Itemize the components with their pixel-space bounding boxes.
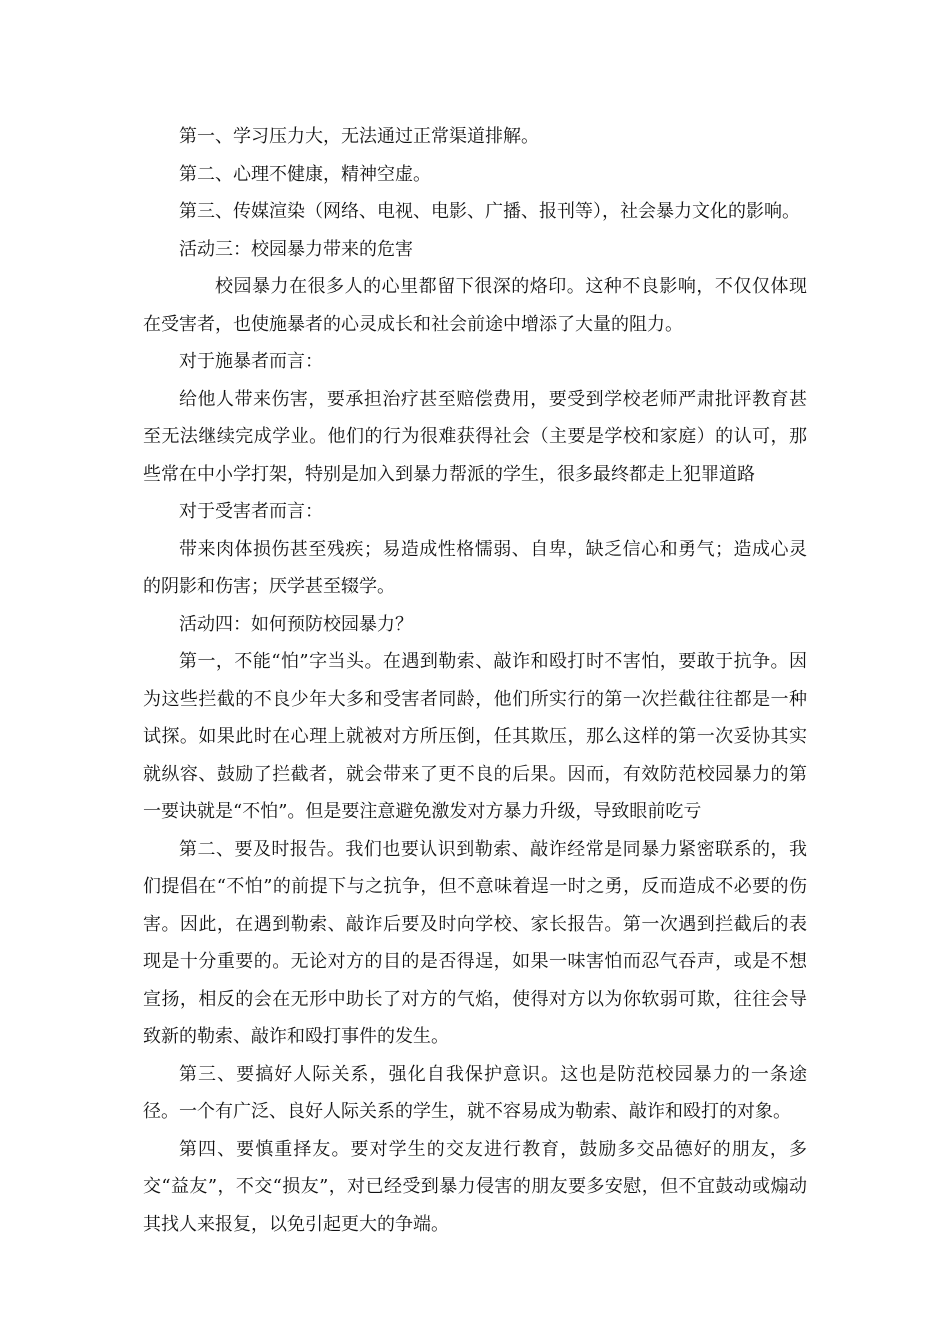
paragraph-harm-intro: 校园暴力在很多人的心里都留下很深的烙印。这种不良影响，不仅仅体现在受害者，也使施暴者的心灵成长和社会前途中增添了大量的阻力。 bbox=[143, 276, 807, 335]
paragraph-perpetrators: 给他人带来伤害，要承担治疗甚至赔偿费用，要受到学校老师严肃批评教育甚至无法继续完成学业。他们的行为很难获得社会（主要是学校和家庭）的认可，那些常在中小学打架，特别是加入到暴力帮派的学生，很多最终都走上犯罪道路 bbox=[143, 388, 807, 485]
paragraph-cause-3: 第三、传媒渲染（网络、电视、电影、广播、报刊等），社会暴力文化的影响。 bbox=[179, 201, 800, 222]
paragraph-victims: 带来肉体损伤甚至残疾；易造成性格懦弱、自卑，缺乏信心和勇气；造成心灵的阴影和伤害；厌学甚至辍学。 bbox=[143, 538, 807, 597]
paragraph-cause-2: 第二、心理不健康，精神空虚。 bbox=[179, 163, 431, 185]
paragraph-cause-1: 第一、学习压力大，无法通过正常渠道排解。 bbox=[179, 126, 539, 147]
paragraph-prevention-4: 第四、要慎重择友。要对学生的交友进行教育，鼓励多交品德好的朋友，多交“益友”，不交“损友”，对已经受到暴力侵害的朋友要多安慰，但不宜鼓动或煽动其找人来报复，以免引起更大的争端。 bbox=[143, 1138, 807, 1235]
paragraph-prevention-1: 第一，不能“怕”字当头。在遇到勒索、敲诈和殴打时不害怕，要敢于抗争。因为这些拦截的不良少年大多和受害者同龄，他们所实行的第一次拦截往往都是一种试探。如果此时在心理上就被对方所压倒，任其欺压，那么这样的第一次妥协其实就纵容、鼓励了拦截者，就会带来了更不良的后果。因而，有效防范校园暴力的第一要诀就是“不怕”。但是要注意避免激发对方暴力升级，导致眼前吃亏 bbox=[143, 651, 807, 822]
subheading-perpetrators: 对于施暴者而言： bbox=[179, 351, 323, 372]
document-body bbox=[143, 118, 807, 1243]
paragraph-prevention-3: 第三、要搞好人际关系，强化自我保护意识。这也是防范校园暴力的一条途径。一个有广泛、良好人际关系的学生，就不容易成为勒索、敲诈和殴打的对象。 bbox=[143, 1063, 807, 1122]
section-heading-activity-4: 活动四：如何预防校园暴力？ bbox=[179, 613, 413, 635]
paragraph-prevention-2: 第二、要及时报告。我们也要认识到勒索、敲诈经常是同暴力紧密联系的，我们提倡在“不怕”的前提下与之抗争，但不意味着逞一时之勇，反而造成不必要的伤害。因此，在遇到勒索、敲诈后要及时向学校、家长报告。第一次遇到拦截后的表现是十分重要的。无论对方的目的是否得逞，如果一味害怕而忍气吞声，或是不想宣扬，相反的会在无形中助长了对方的气焰，使得对方以为你软弱可欺，往往会导致新的勒索、敲诈和殴打事件的发生。 bbox=[143, 838, 807, 1047]
section-heading-activity-3: 活动三：校园暴力带来的危害 bbox=[179, 238, 413, 260]
subheading-victims: 对于受害者而言： bbox=[179, 501, 323, 522]
